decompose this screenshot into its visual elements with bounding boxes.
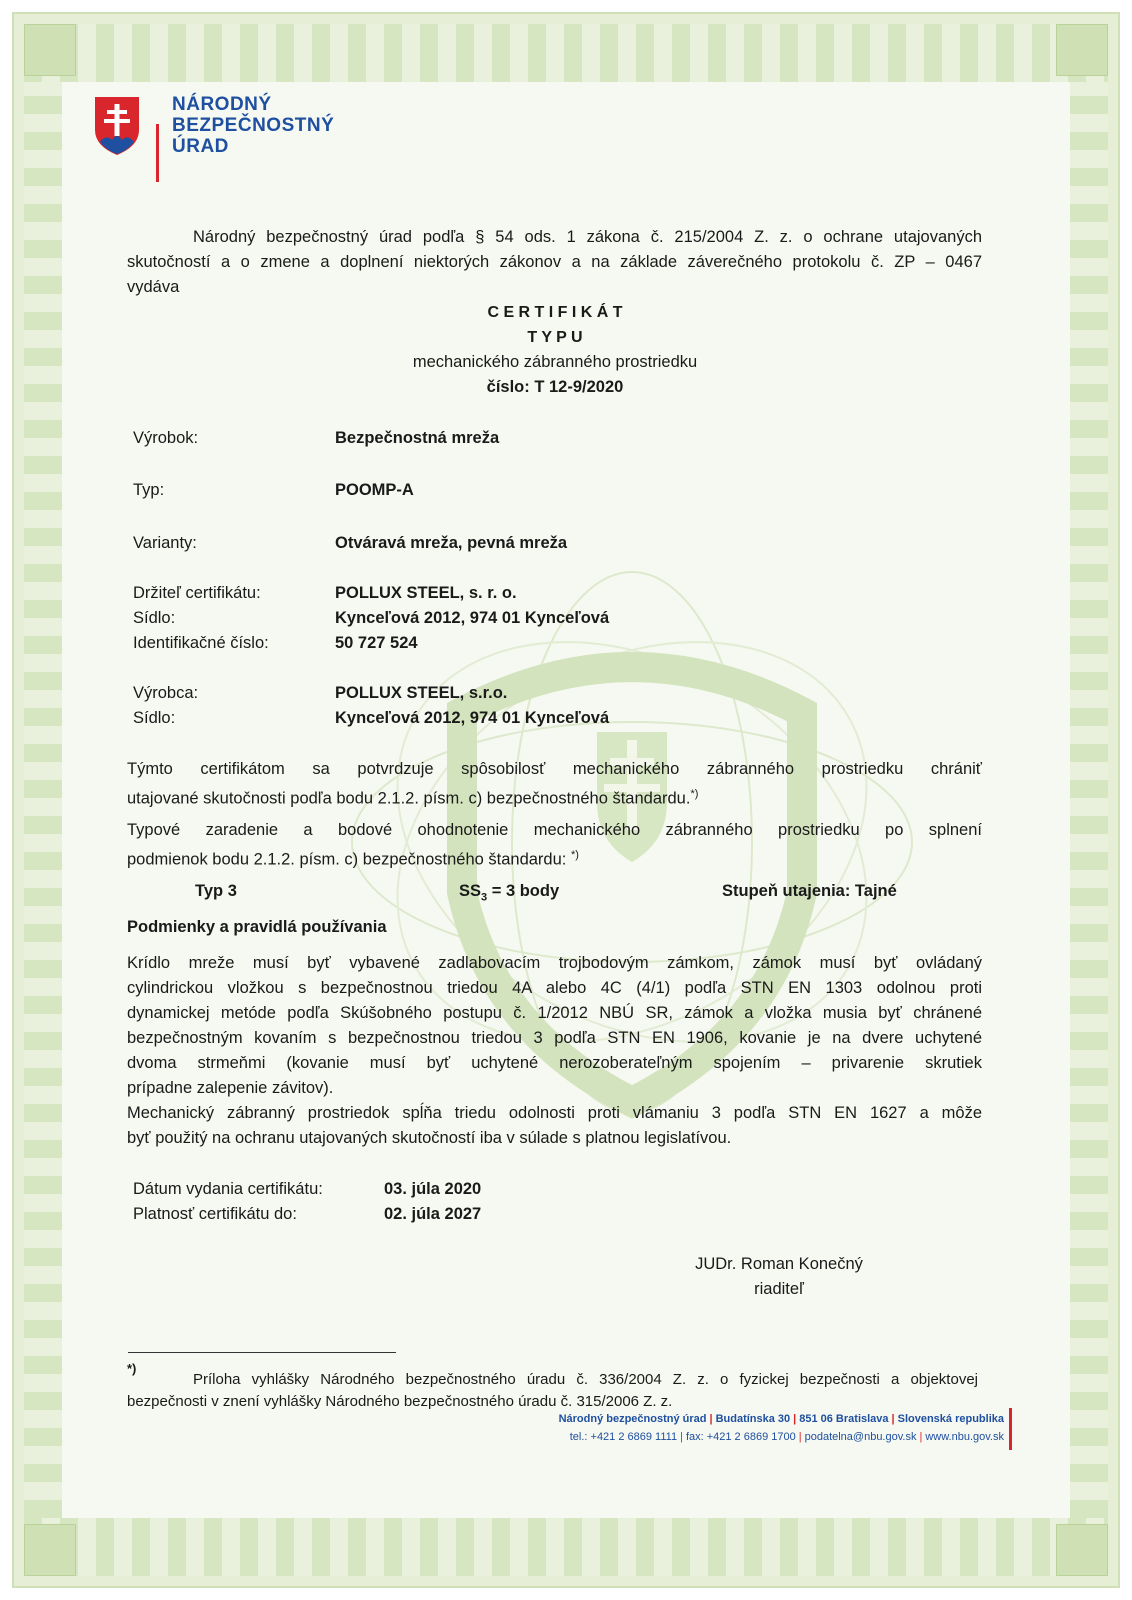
logo-line: ÚRAD (172, 136, 229, 157)
field-value: Bezpečnostná mreža (335, 429, 500, 447)
contact-city: 851 06 Bratislava (799, 1413, 889, 1425)
field-value: POLLUX STEEL, s. r. o. (335, 584, 517, 602)
logo-line: NÁRODNÝ (172, 94, 272, 115)
certificate-number: číslo: T 12-9/2020 (486, 378, 624, 396)
field-value: Otváravá mreža, pevná mreža (335, 534, 568, 552)
conditions-line: byť použitý na ochranu utajovaných skutočností iba v súlade s platnou legislatívou. (127, 1129, 732, 1147)
field-value: Kynceľová 2012, 974 01 Kynceľová (335, 709, 610, 727)
contact-details: tel.: +421 2 6869 1111 | fax: +421 2 6869 1700 | podatelna@nbu.gov.sk | www.nbu.gov.sk (569, 1431, 1004, 1443)
attestation-line-2 (127, 782, 698, 812)
field-label: Držiteľ certifikátu: (133, 584, 261, 602)
field-value: POOMP-A (335, 481, 414, 499)
rating-ss-subscript: 3 (481, 891, 488, 904)
field-label: Typ: (133, 481, 165, 499)
footnote-separator (128, 1352, 396, 1353)
frame-corner-ornament (24, 24, 76, 76)
field-value: 50 727 524 (335, 634, 418, 652)
logo-line: BEZPEČNOSTNÝ (172, 115, 335, 136)
issued-date: 03. júla 2020 (384, 1180, 482, 1198)
signatory-name: JUDr. Roman Konečný (695, 1255, 863, 1273)
classification-text: podmienok bodu 2.1.2. písm. c) bezpečnostného štandardu: (127, 850, 567, 869)
contact-country: Slovenská republika (897, 1413, 1004, 1425)
frame-corner-ornament (1056, 1524, 1108, 1576)
frame-corner-ornament (1056, 24, 1108, 76)
conditions-line: dvoma strmeňmi (kovanie musí byť uchytené nerozoberateľným spojením – privarenie skrutiek (127, 1054, 982, 1072)
field-label: Varianty: (133, 534, 197, 552)
rating-classification: Stupeň utajenia: Tajné (722, 882, 897, 900)
frame-band-bottom (24, 1518, 1108, 1576)
contact-email[interactable]: podatelna@nbu.gov.sk (804, 1431, 917, 1443)
footnote-reference: *) (690, 788, 699, 800)
footnote-line-1: Príloha vyhlášky Národného bezpečnostného úradu č. 336/2004 Z. z. o fyzickej bezpečnosti a objektovej (193, 1371, 978, 1388)
intro-line-3: vydáva (127, 278, 180, 296)
field-label: Identifikačné číslo: (133, 634, 269, 652)
footnote-line-2: bezpečnosti v znení vyhlášky Národného bezpečnostného úradu č. 315/2006 Z. z. (127, 1393, 673, 1410)
attestation-line-1: Týmto certifikátom sa potvrdzuje spôsobilosť mechanického zábranného prostriedku chrániť (127, 760, 982, 778)
classification-line-1: Typové zaradenie a bodové ohodnotenie mechanického zábranného prostriedku po splnení (127, 821, 982, 839)
valid-label: Platnosť certifikátu do: (133, 1205, 297, 1223)
classification-line-2 (127, 843, 579, 873)
field-label: Výrobca: (133, 684, 199, 702)
frame-band-top (24, 24, 1108, 82)
contact-street: Budatínska 30 (715, 1413, 791, 1425)
certificate-description: mechanického zábranného prostriedku (412, 353, 698, 371)
rating-points-value: = 3 body (487, 882, 560, 900)
certificate-title: C E R T I F I K Á T (487, 304, 623, 321)
field-label: Sídlo: (133, 609, 176, 627)
contact-divider (1009, 1408, 1012, 1450)
attestation-text: utajované skutočnosti podľa bodu 2.1.2. písm. c) bezpečnostného štandardu. (127, 789, 691, 808)
field-label: Výrobok: (133, 429, 199, 447)
logo-divider (156, 124, 159, 182)
valid-date: 02. júla 2027 (384, 1205, 482, 1223)
intro-line-2: skutočností a o zmene a doplnení niektorých zákonov a na základe záverečného protokolu č. ZP – 0467 (127, 253, 982, 271)
contact-address: Národný bezpečnostný úrad | Budatínska 30 | 851 06 Bratislava | Slovenská republika (558, 1413, 1004, 1425)
frame-corner-ornament (24, 1524, 76, 1576)
contact-tel: tel.: +421 2 6869 1111 (569, 1431, 678, 1443)
contact-fax: fax: +421 2 6869 1700 (685, 1431, 796, 1443)
conditions-line: Mechanický zábranný prostriedok spĺňa triedu odolnosti proti vlámaniu 3 podľa STN EN 1627 a môže (127, 1104, 982, 1122)
conditions-line: prípadne zalepenie závitov). (127, 1079, 334, 1097)
signatory-role: riaditeľ (754, 1280, 804, 1298)
slovak-coat-of-arms-logo (94, 96, 140, 156)
rating-points (459, 879, 559, 910)
agency-name-logo (172, 94, 334, 157)
certificate-subtitle: T Y P U (527, 329, 583, 346)
field-value: Kynceľová 2012, 974 01 Kynceľová (335, 609, 610, 627)
conditions-line: bezpečnostným kovaním s bezpečnostnou triedou 3 podľa STN EN 1906, kovanie je na dvere uchytené (127, 1029, 982, 1047)
field-label: Sídlo: (133, 709, 176, 727)
contact-website[interactable]: www.nbu.gov.sk (925, 1431, 1004, 1443)
frame-band-left (24, 82, 62, 1518)
conditions-line: Krídlo mreže musí byť vybavené zadlabovacím trojbodovým zámkom, zámok musí byť ovládaný (127, 954, 982, 972)
conditions-line: cylindrickou vložkou s bezpečnostnou triedou 4A alebo 4C (4/1) podľa STN EN 1303 odolnou proti (127, 979, 982, 997)
frame-band-right (1070, 82, 1108, 1518)
contact-org: Národný bezpečnostný úrad (558, 1413, 707, 1425)
field-value: POLLUX STEEL, s.r.o. (335, 684, 508, 702)
intro-line-1: Národný bezpečnostný úrad podľa § 54 ods. 1 zákona č. 215/2004 Z. z. o ochrane utajovaných (193, 228, 982, 246)
issued-label: Dátum vydania certifikátu: (133, 1180, 323, 1198)
rating-type: Typ 3 (195, 882, 237, 900)
footnote-reference: *) (570, 849, 579, 861)
rating-ss: SS (459, 882, 482, 900)
conditions-line: dynamickej metóde podľa Skúšobného postupu č. 1/2012 NBÚ SR, zámok a vložka musia byť chránené (127, 1004, 982, 1022)
footnote-mark: *) (127, 1361, 137, 1376)
conditions-heading: Podmienky a pravidlá používania (127, 918, 387, 936)
